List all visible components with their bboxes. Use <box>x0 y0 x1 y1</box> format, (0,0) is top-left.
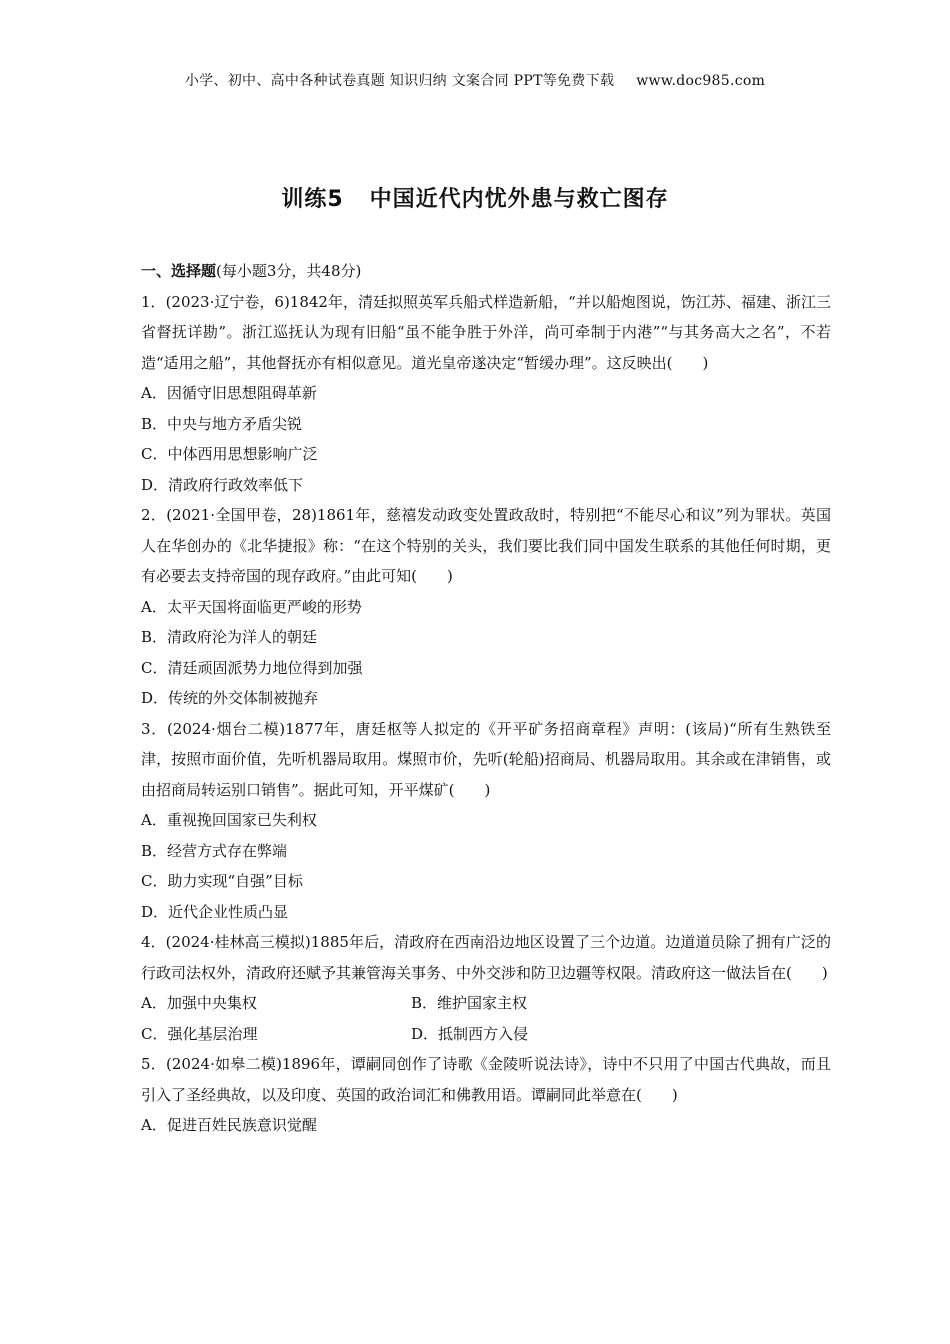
option-b: B．经营方式存在弊端 <box>141 841 288 860</box>
option-row <box>141 1019 831 1050</box>
option-b: B．中央与地方矛盾尖锐 <box>141 414 303 433</box>
option-b: B．维护国家主权 <box>411 994 528 1012</box>
option-a: A．太平天国将面临更严峻的形势 <box>141 597 362 616</box>
question-stem: 4．(2024·桂林高三模拟)1885年后，清政府在西南沿边地区设置了三个边道。边道道员除了拥有广泛的行政司法权外，清政府还赋予其兼管海关事务、中外交涉和防卫边疆等权限。清政府这一做法旨在( ) <box>141 933 831 982</box>
option-d: D．传统的外交体制被抛弃 <box>141 689 319 707</box>
question-stem: 1．(2023·辽宁卷，6)1842年，清廷拟照英军兵船式样造新船，“并以船炮图说，饬江苏、福建、浙江三省督抚详勘”。浙江巡抚认为现有旧船“虽不能争胜于外洋，尚可牵制于内港”“与其务高大之名”，不若造“适用之船”，其他督抚亦有相似意见。道光皇帝遂决定“暂缓办理”。这反映出( ) <box>141 292 831 372</box>
header-text: 小学、初中、高中各种试卷真题 知识归纳 文案合同 PPT等免费下载 <box>184 73 615 89</box>
option-d: D．近代企业性质凸显 <box>141 902 289 921</box>
page-header <box>0 70 950 90</box>
option-b: B．清政府沦为洋人的朝廷 <box>141 628 318 646</box>
section-label: 一、选择题 <box>141 262 217 280</box>
option-c: C．助力实现“自强”目标 <box>141 872 303 890</box>
option-c: C．中体西用思想影响广泛 <box>141 445 318 463</box>
option-row <box>141 988 831 1019</box>
question-5 <box>141 1049 831 1141</box>
option-a: A．重视挽回国家已失利权 <box>141 811 317 829</box>
question-4 <box>141 927 831 1049</box>
question-stem: 2．(2021·全国甲卷，28)1861年，慈禧发动政变处置政敌时，特别把“不能尽心和议”列为罪状。英国人在华创办的《北华捷报》称：“在这个特别的关头，我们要比我们同中国发生联系的其他任何时期，更有必要去支持帝国的现存政府。”由此可知( ) <box>141 506 831 585</box>
option-c: C．清廷顽固派势力地位得到加强 <box>141 658 363 677</box>
question-stem: 3．(2024·烟台二模)1877年，唐廷枢等人拟定的《开平矿务招商章程》声明：(该局)“所有生熟铁至津，按照市面价值，先听机器局取用。煤照市价，先听(轮船)招商局、机器局取用。其余或在津销售，或由招商局转运别口销售”。据此可知，开平煤矿( ) <box>141 719 831 799</box>
option-a: A．加强中央集权 <box>141 994 257 1012</box>
option-d: D．抵制西方入侵 <box>411 1024 529 1043</box>
question-stem: 5．(2024·如皋二模)1896年，谭嗣同创作了诗歌《金陵听说法诗》，诗中不只用了中国古代典故，而且引入了圣经典故，以及印度、英国的政治词汇和佛教用语。谭嗣同此举意在( ) <box>141 1055 831 1104</box>
question-3 <box>141 714 831 928</box>
option-d: D．清政府行政效率低下 <box>141 475 304 494</box>
question-2 <box>141 500 831 714</box>
question-1 <box>141 287 831 501</box>
option-a: A．促进百姓民族意识觉醒 <box>141 1116 317 1134</box>
header-url[interactable]: www.doc985.com <box>636 73 766 89</box>
section-note: (每小题3分，共48分) <box>216 262 362 280</box>
document-body <box>141 256 831 1141</box>
page-title <box>0 182 950 213</box>
option-c: C．强化基层治理 <box>141 1024 258 1043</box>
title-number: 训练5 <box>281 187 344 212</box>
title-text: 中国近代内忧外患与救亡图存 <box>369 187 669 212</box>
option-a: A．因循守旧思想阻碍革新 <box>141 384 317 402</box>
section-heading <box>141 256 831 287</box>
